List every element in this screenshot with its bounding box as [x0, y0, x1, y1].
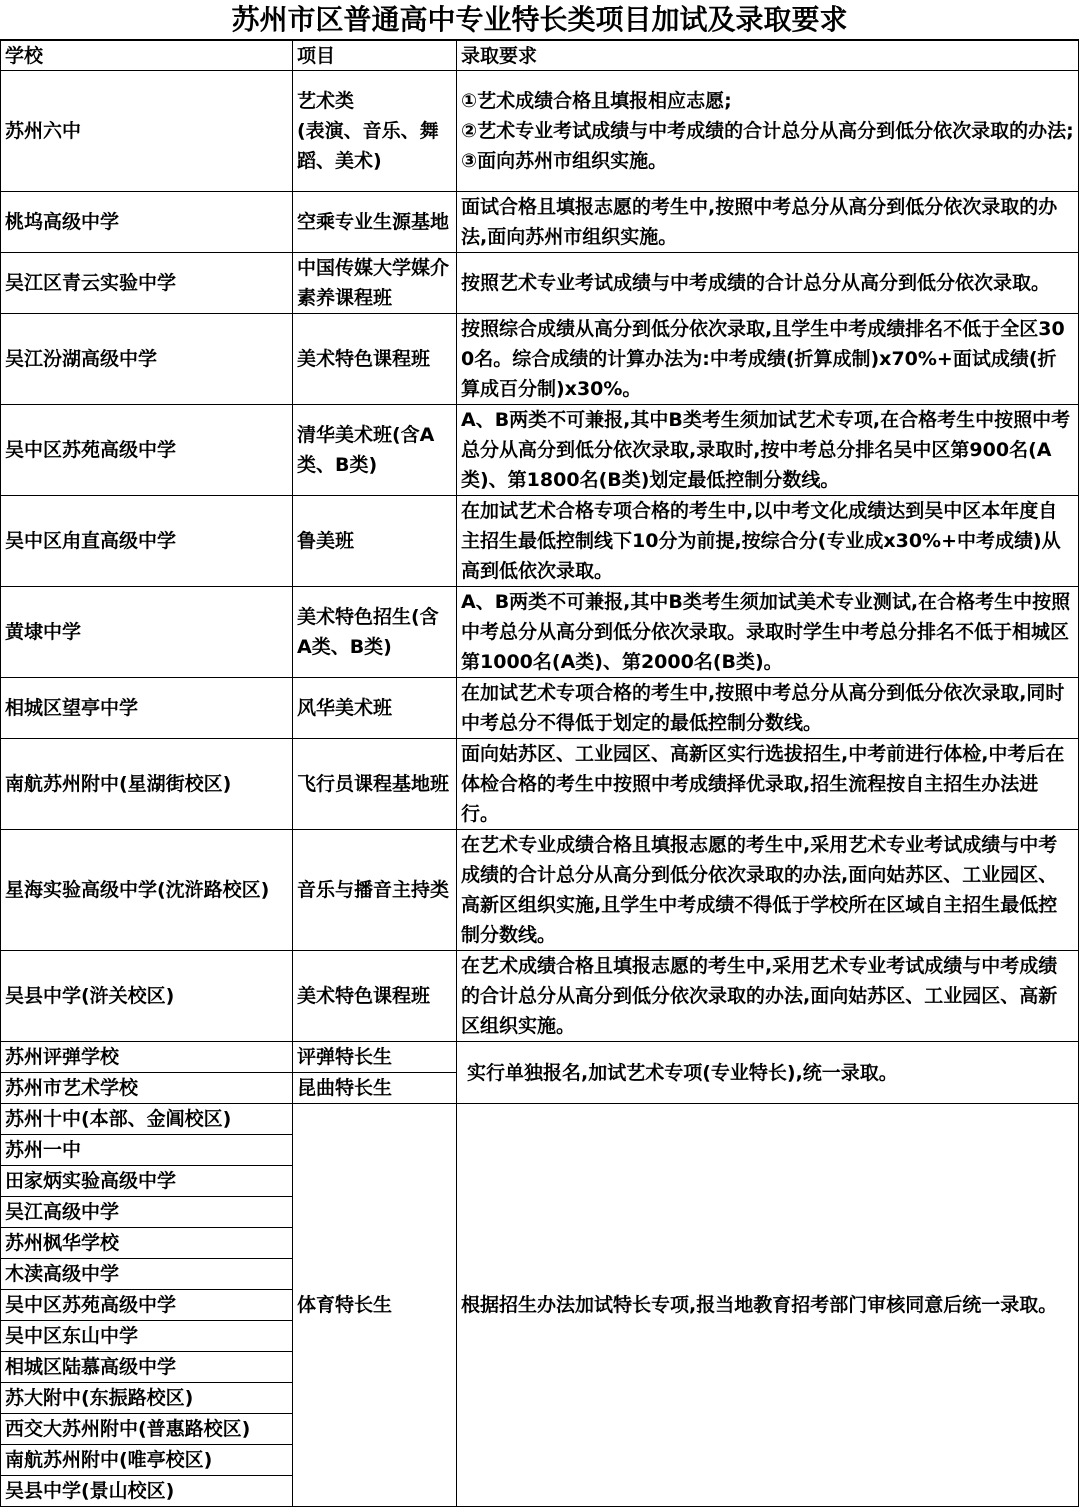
project-cell	[293, 830, 457, 951]
school-cell: 吴县中学(浒关校区)	[1, 951, 293, 1042]
header-requirement: 录取要求	[457, 41, 1079, 71]
requirement-cell	[457, 830, 1079, 951]
school-cell: 黄埭中学	[1, 587, 293, 678]
project-cell	[293, 71, 457, 192]
requirement-cell-line: ①艺术成绩合格且填报相应志愿;	[461, 90, 732, 112]
school-cell: 南航苏州附中(星湖街校区)	[1, 739, 293, 830]
requirement-cell	[457, 71, 1079, 192]
requirement-cell	[457, 951, 1079, 1042]
table-row	[1, 739, 1079, 830]
project-cell	[293, 739, 457, 830]
project-cell-line: 美术特色课程班	[297, 985, 431, 1007]
project-cell-line: (表演、音乐、舞	[297, 120, 439, 142]
school-cell: 吴中区甪直高级中学	[1, 496, 293, 587]
school-cell: 吴中区苏苑高级中学	[1, 405, 293, 496]
requirement-cell	[457, 314, 1079, 405]
table-row	[1, 192, 1079, 253]
school-cell: 苏州六中	[1, 71, 293, 192]
project-cell	[293, 192, 457, 253]
project-cell: 体育特长生	[293, 1104, 457, 1507]
table-row	[1, 830, 1079, 951]
project-cell	[293, 314, 457, 405]
table-row	[1, 678, 1079, 739]
requirement-cell	[457, 496, 1079, 587]
project-cell-line: 飞行员课程基地班	[297, 773, 450, 795]
requirement-cell-line: 在艺术专业成绩合格且填报志愿的考生中,采用艺术专业考试成绩与中考成绩的合计总分从高分到低分依次录取的办法,面向姑苏区、工业园区、高新区组织实施,且学生中考成绩不得低于学校所在区域自主招生最低控制分数线。	[461, 834, 1058, 946]
table-row	[1, 587, 1079, 678]
school-cell: 星海实验高级中学(沈浒路校区)	[1, 830, 293, 951]
school-cell: 苏州十中(本部、金阊校区)	[1, 1104, 293, 1135]
school-cell: 苏州评弹学校	[1, 1042, 293, 1073]
table-row	[1, 405, 1079, 496]
school-cell: 吴江高级中学	[1, 1197, 293, 1228]
requirement-cell	[457, 405, 1079, 496]
school-cell: 苏大附中(东振路校区)	[1, 1383, 293, 1414]
school-cell: 吴江汾湖高级中学	[1, 314, 293, 405]
project-cell-line: 空乘专业生源基地	[297, 211, 450, 233]
requirement-cell	[457, 678, 1079, 739]
table-row	[1, 253, 1079, 314]
project-cell-line: 中国传媒大学媒介素养课程班	[297, 257, 450, 309]
project-cell-line: 艺术类	[297, 90, 355, 112]
header-school: 学校	[1, 41, 293, 71]
project-cell: 评弹特长生	[293, 1042, 457, 1073]
project-cell-line: 风华美术班	[297, 697, 393, 719]
requirement-cell-line: 面试合格且填报志愿的考生中,按照中考总分从高分到低分依次录取的办法,面向苏州市组织实施。	[461, 196, 1058, 248]
school-cell: 吴中区东山中学	[1, 1321, 293, 1352]
requirement-cell: 实行单独报名,加试艺术专项(专业特长),统一录取。	[457, 1042, 1079, 1104]
school-cell: 相城区陆慕高级中学	[1, 1352, 293, 1383]
requirement-cell-line: 面向姑苏区、工业园区、高新区实行选拔招生,中考前进行体检,中考后在体检合格的考生中按照中考成绩择优录取,招生流程按自主招生办法进行。	[461, 743, 1065, 825]
school-cell: 木渎高级中学	[1, 1259, 293, 1290]
requirement-cell	[457, 587, 1079, 678]
project-cell	[293, 678, 457, 739]
header-row	[1, 41, 1079, 71]
requirement-cell	[457, 739, 1079, 830]
page-title: 苏州市区普通高中专业特长类项目加试及录取要求	[0, 0, 1079, 40]
requirement-cell-line: A、B两类不可兼报,其中B类考生须加试艺术专项,在合格考生中按照中考总分从高分到低分依次录取,录取时,按中考总分排名吴中区第900名(A类)、第1800名(B类)划定最低控制分数线。	[461, 409, 1071, 491]
admission-table	[0, 40, 1079, 1507]
requirement-cell-line: 在加试艺术专项合格的考生中,按照中考总分从高分到低分依次录取,同时中考总分不得低于划定的最低控制分数线。	[461, 682, 1065, 734]
school-cell: 吴江区青云实验中学	[1, 253, 293, 314]
requirement-cell-line: 在艺术成绩合格且填报志愿的考生中,采用艺术专业考试成绩与中考成绩的合计总分从高分到低分依次录取的办法,面向姑苏区、工业园区、高新区组织实施。	[461, 955, 1058, 1037]
table-row	[1, 71, 1079, 192]
requirement-cell-line: 按照综合成绩从高分到低分依次录取,且学生中考成绩排名不低于全区300名。综合成绩的计算办法为:中考成绩(折算成制)x70%+面试成绩(折算成百分制)x30%。	[461, 318, 1065, 400]
project-cell-line: 音乐与播音主持类	[297, 879, 450, 901]
project-cell-line: 美术特色课程班	[297, 348, 431, 370]
project-cell-line: 蹈、美术)	[297, 150, 382, 172]
school-cell: 田家炳实验高级中学	[1, 1166, 293, 1197]
project-cell	[293, 951, 457, 1042]
table-row	[1, 314, 1079, 405]
school-cell: 苏州市艺术学校	[1, 1073, 293, 1104]
project-cell-line: 清华美术班(含A类、B类)	[297, 424, 435, 476]
table-row	[1, 1104, 1079, 1135]
school-cell: 西交大苏州附中(普惠路校区)	[1, 1414, 293, 1445]
table-row	[1, 1042, 1079, 1073]
requirement-cell-line: ②艺术专业考试成绩与中考成绩的合计总分从高分到低分依次录取的办法;	[461, 120, 1074, 142]
school-cell: 吴中区苏苑高级中学	[1, 1290, 293, 1321]
project-cell-line: 鲁美班	[297, 530, 355, 552]
project-cell	[293, 405, 457, 496]
project-cell	[293, 587, 457, 678]
project-cell	[293, 496, 457, 587]
table-row	[1, 496, 1079, 587]
requirement-cell-line: 在加试艺术合格专项合格的考生中,以中考文化成绩达到吴中区本年度自主招生最低控制线下10分为前提,按综合分(专业成x30%+中考成绩)从高到低依次录取。	[461, 500, 1061, 582]
requirement-cell-line: A、B两类不可兼报,其中B类考生须加试美术专业测试,在合格考生中按照中考总分从高分到低分依次录取。录取时学生中考总分排名不低于相城区第1000名(A类)、第2000名(B类)。	[461, 591, 1071, 673]
requirement-cell-line: 按照艺术专业考试成绩与中考成绩的合计总分从高分到低分依次录取。	[461, 272, 1051, 294]
table-row	[1, 951, 1079, 1042]
header-project: 项目	[293, 41, 457, 71]
requirement-cell-line: ③面向苏州市组织实施。	[461, 150, 668, 172]
school-cell: 桃坞高级中学	[1, 192, 293, 253]
requirement-cell	[457, 192, 1079, 253]
school-cell: 吴县中学(景山校区)	[1, 1476, 293, 1507]
school-cell: 苏州枫华学校	[1, 1228, 293, 1259]
school-cell: 苏州一中	[1, 1135, 293, 1166]
school-cell: 相城区望亭中学	[1, 678, 293, 739]
school-cell: 南航苏州附中(唯亭校区)	[1, 1445, 293, 1476]
project-cell-line: 美术特色招生(含A类、B类)	[297, 606, 439, 658]
requirement-cell: 根据招生办法加试特长专项,报当地教育招考部门审核同意后统一录取。	[457, 1104, 1079, 1507]
project-cell: 昆曲特长生	[293, 1073, 457, 1104]
requirement-cell	[457, 253, 1079, 314]
project-cell	[293, 253, 457, 314]
